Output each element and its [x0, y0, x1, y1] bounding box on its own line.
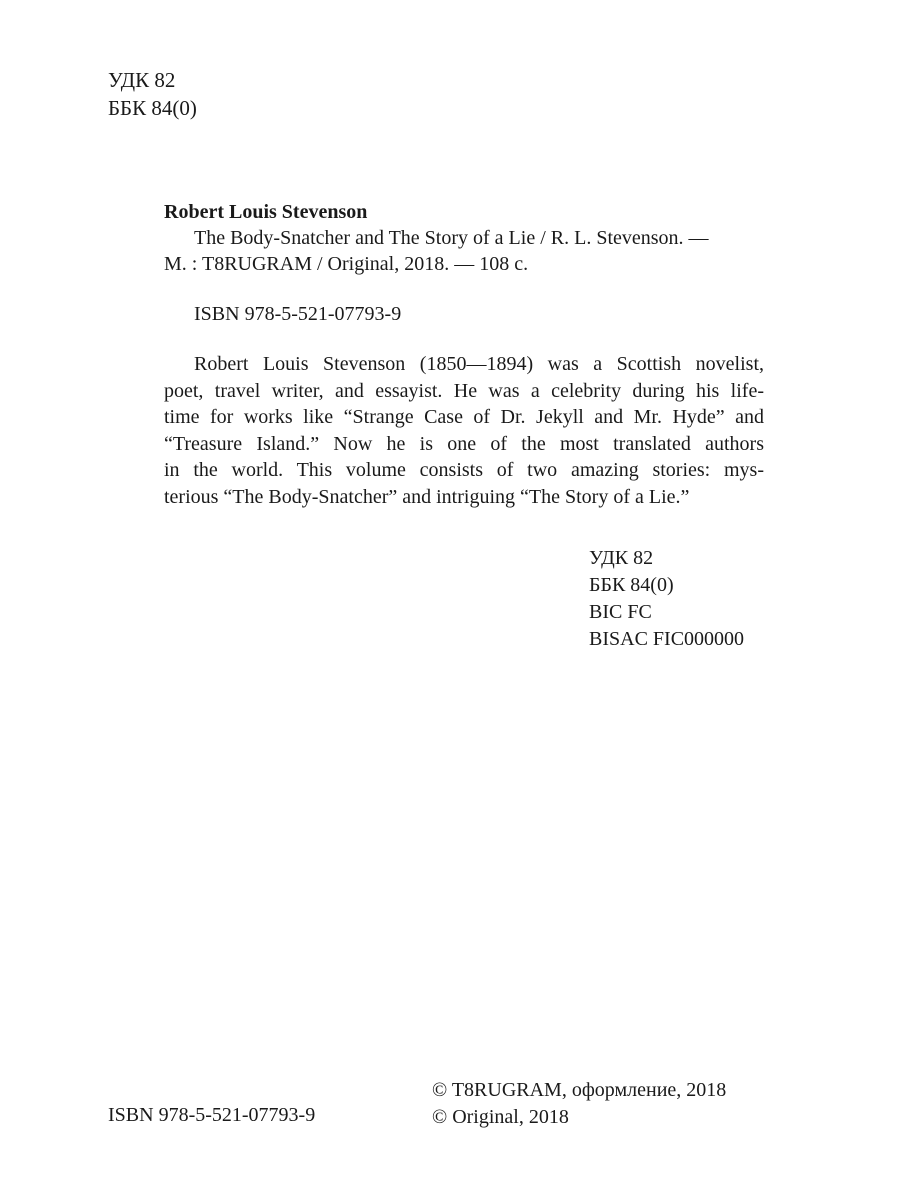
- title-line-1: The Body-Snatcher and The Story of a Lie / R. L. Stevenson. —: [194, 227, 709, 249]
- annotation-line: poet, travel writer, and essayist. He was a celebrity during his life-: [164, 379, 764, 402]
- footer-isbn: ISBN 978-5-521-07793-9: [108, 1104, 316, 1126]
- copyright-block: [432, 1077, 726, 1131]
- udk-code: УДК 82: [108, 68, 176, 92]
- author-name: Robert Louis Stevenson: [164, 201, 368, 223]
- annotation-line: terious “The Body-Snatcher” and intriguing “The Story of a Lie.”: [164, 485, 690, 508]
- title-line-2: M. : T8RUGRAM / Original, 2018. — 108 c.: [164, 253, 529, 275]
- classification-codes: [589, 545, 744, 653]
- annotation-line: in the world. This volume consists of two amazing stories: mys-: [164, 459, 764, 481]
- bibliographic-entry: [164, 199, 764, 510]
- entry-isbn: ISBN 978-5-521-07793-9: [194, 303, 402, 325]
- annotation-line: Robert Louis Stevenson (1850—1894) was a Scottish novelist,: [194, 353, 764, 375]
- bisac-code: BISAC FIC000000: [589, 628, 745, 650]
- copyright-line: © T8RUGRAM, оформление, 2018: [432, 1079, 727, 1101]
- udk-code: УДК 82: [589, 547, 654, 569]
- annotation: [164, 351, 764, 510]
- bic-code: BIC FC: [589, 601, 652, 623]
- annotation-line: time for works like “Strange Case of Dr. Jekyll and Mr. Hyde” and: [164, 406, 764, 428]
- bbk-code: ББК 84(0): [589, 574, 674, 596]
- annotation-line: “Treasure Island.” Now he is one of the most translated authors: [164, 432, 764, 455]
- copyright-line: © Original, 2018: [432, 1106, 569, 1128]
- top-classification-codes: [108, 66, 197, 122]
- bbk-code: ББК 84(0): [108, 96, 197, 120]
